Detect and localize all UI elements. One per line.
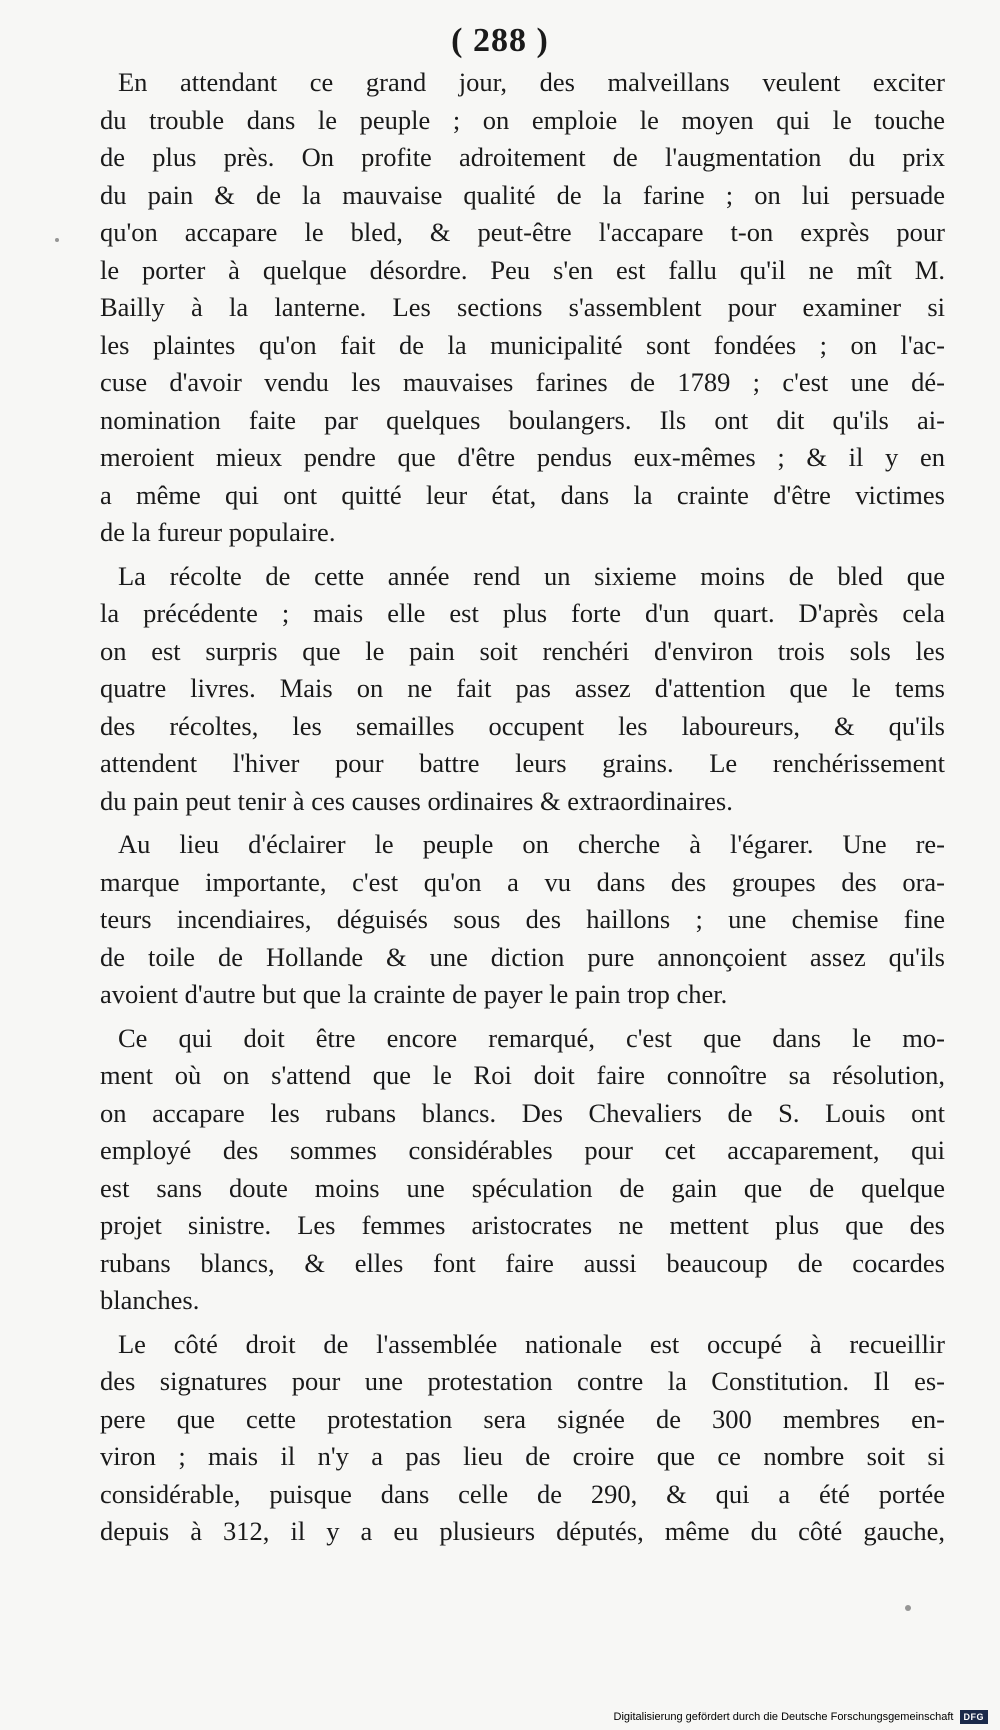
text-line: attendent l'hiver pour battre leurs grains. Le renchérissement — [100, 748, 945, 778]
text-line: ment où on s'attend que le Roi doit faire connoître sa résolution, — [100, 1060, 945, 1090]
text-line: pere que cette protestation sera signée de 300 membres en- — [100, 1403, 945, 1434]
dfg-logo-icon: DFG — [960, 1710, 989, 1724]
paragraph-4 — [100, 1020, 945, 1320]
text-line: viron ; mais il n'y a pas lieu de croire que ce nombre soit si — [100, 1441, 945, 1471]
text-line: meroient mieux pendre que d'être pendus eux-mêmes ; & il y en — [100, 442, 945, 472]
text-line: employé des sommes considérables pour cet accaparement, qui — [100, 1135, 945, 1165]
digitization-footer — [614, 1710, 988, 1724]
paragraph-5 — [100, 1326, 945, 1551]
text-line: le porter à quelque désordre. Peu s'en est fallu qu'il ne mît M. — [100, 254, 945, 285]
body-text — [100, 64, 945, 1557]
text-line: En attendant ce grand jour, des malveillans veulent exciter — [118, 67, 945, 97]
text-line: on est surpris que le pain soit renchéri d'environ trois sols les — [100, 635, 945, 666]
text-line: qu'on accapare le bled, & peut-être l'accapare t-on exprès pour — [100, 217, 945, 247]
page-number: ( 288 ) — [451, 22, 549, 59]
text-line: on accapare les rubans blancs. Des Chevaliers de S. Louis ont — [100, 1097, 945, 1128]
text-line: cuse d'avoir vendu les mauvaises farines de 1789 ; c'est une dé- — [100, 367, 945, 397]
paragraph-2 — [100, 558, 945, 821]
text-line: les plaintes qu'on fait de la municipalité sont fondées ; on l'ac- — [100, 329, 945, 360]
text-line: est sans doute moins une spéculation de gain que de quelque — [100, 1172, 945, 1203]
text-line: projet sinistre. Les femmes aristocrates ne mettent plus que des — [100, 1210, 945, 1240]
text-line: considérable, puisque dans celle de 290, & qui a été portée — [100, 1478, 945, 1509]
text-line: quatre livres. Mais on ne fait pas assez d'attention que le tems — [100, 673, 945, 703]
ink-speck — [905, 1605, 911, 1611]
text-line: du pain peut tenir à ces causes ordinaires & extraordinaires. — [100, 785, 733, 816]
text-line: depuis à 312, il y a eu plusieurs députés, même du côté gauche, — [100, 1516, 945, 1546]
text-line: La récolte de cette année rend un sixieme moins de bled que — [118, 560, 945, 591]
text-line: Bailly à la lanterne. Les sections s'assemblent pour examiner si — [100, 292, 945, 322]
footer-credit: Digitalisierung gefördert durch die Deutsche Forschungsgemeinschaft — [613, 1711, 954, 1723]
text-line: de la fureur populaire. — [100, 517, 336, 547]
text-line: des récoltes, les semailles occupent les laboureurs, & qu'ils — [100, 710, 945, 741]
paragraph-3 — [100, 826, 945, 1014]
ink-speck — [55, 238, 59, 242]
text-line: nomination faite par quelques boulangers. Ils ont dit qu'ils ai- — [100, 404, 945, 435]
text-line: de plus près. On profite adroitement de l'augmentation du prix — [100, 142, 945, 172]
text-line: des signatures pour une protestation contre la Constitution. Il es- — [100, 1366, 945, 1396]
text-line: du pain & de la mauvaise qualité de la farine ; on lui persuade — [100, 179, 945, 210]
text-line: Au lieu d'éclairer le peuple on cherche à l'égarer. Une re- — [118, 829, 945, 859]
text-line: de toile de Hollande & une diction pure annonçoient assez qu'ils — [100, 941, 945, 972]
text-line: teurs incendiaires, déguisés sous des haillons ; une chemise fine — [100, 904, 945, 934]
text-line: avoient d'autre but que la crainte de payer le pain trop cher. — [100, 979, 728, 1009]
text-line: rubans blancs, & elles font faire aussi beaucoup de cocardes — [100, 1247, 945, 1278]
text-line: Ce qui doit être encore remarqué, c'est que dans le mo- — [118, 1022, 945, 1053]
text-line: la précédente ; mais elle est plus forte d'un quart. D'après cela — [100, 598, 945, 628]
text-line: blanches. — [100, 1285, 200, 1315]
text-line: Le côté droit de l'assemblée nationale est occupé à recueillir — [118, 1328, 945, 1359]
text-line: marque importante, c'est qu'on a vu dans des groupes des ora- — [100, 866, 945, 897]
text-line: du trouble dans le peuple ; on emploie le moyen qui le touche — [100, 104, 945, 135]
text-line: a même qui ont quitté leur état, dans la crainte d'être victimes — [100, 479, 945, 510]
paragraph-1 — [100, 64, 945, 552]
